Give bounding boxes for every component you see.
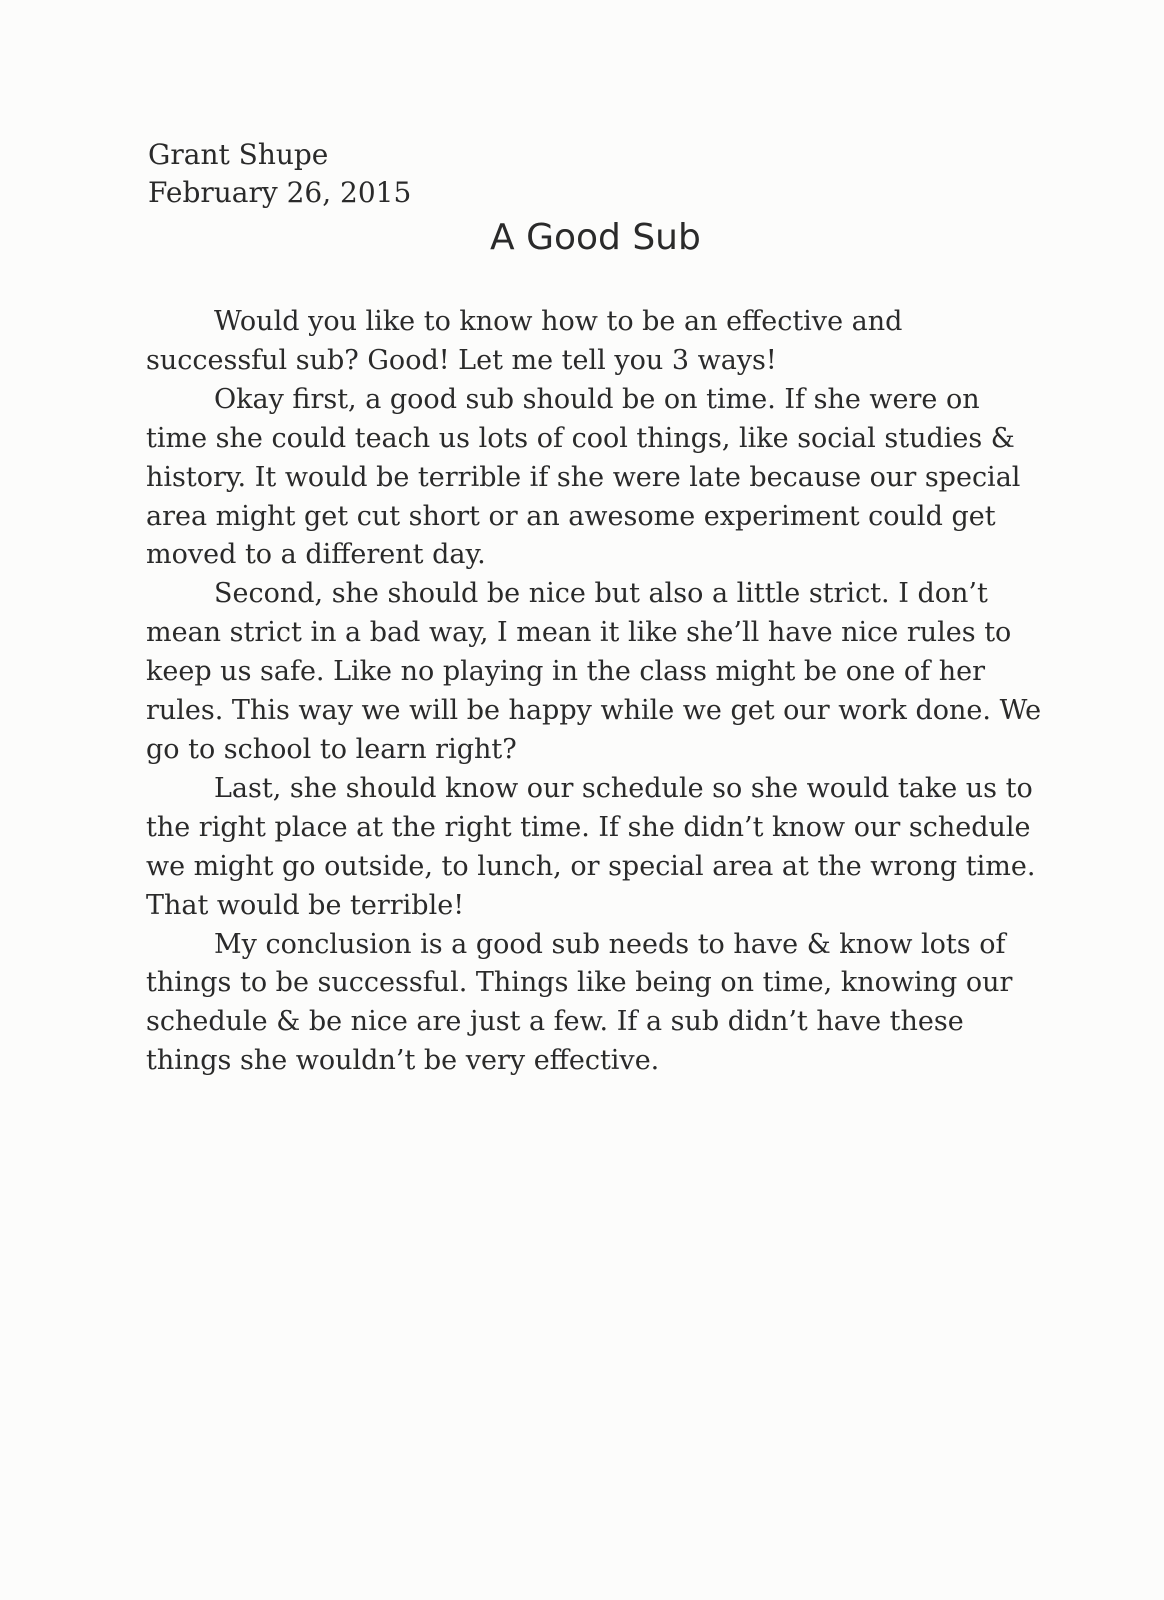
document-date: February 26, 2015 (148, 176, 412, 209)
essay-body (146, 303, 1046, 1081)
paragraph-conclusion: My conclusion is a good sub needs to have & know lots of things to be successful. Things like being on time, knowing our schedule & be nice are just a few. If a sub didn’t have these things she wouldn’t be very effective. (146, 928, 1013, 1077)
paragraph-intro: Would you like to know how to be an effective and successful sub? Good! Let me tell you 3 ways! (146, 306, 903, 376)
document-title: A Good Sub (490, 217, 701, 258)
paragraph-first-point: Okay first, a good sub should be on time. If she were on time she could teach us lots of cool things, like social studies & history. It would be terrible if she were late because our special area might get cut short or an awesome experiment could get moved to a different day. (146, 383, 1021, 571)
paragraph-third-point: Last, she should know our schedule so she would take us to the right place at the right time. If she didn’t know our schedule we might go outside, to lunch, or special area at the wrong time. That would be terrible! (146, 772, 1036, 921)
author-name: Grant Shupe (148, 138, 329, 171)
paragraph-second-point: Second, she should be nice but also a little strict. I don’t mean strict in a bad way, I mean it like she’ll have nice rules to keep us safe. Like no playing in the class might be one of her rules. This way we will be happy while we get our work done. We go to school to learn right? (146, 578, 1042, 765)
